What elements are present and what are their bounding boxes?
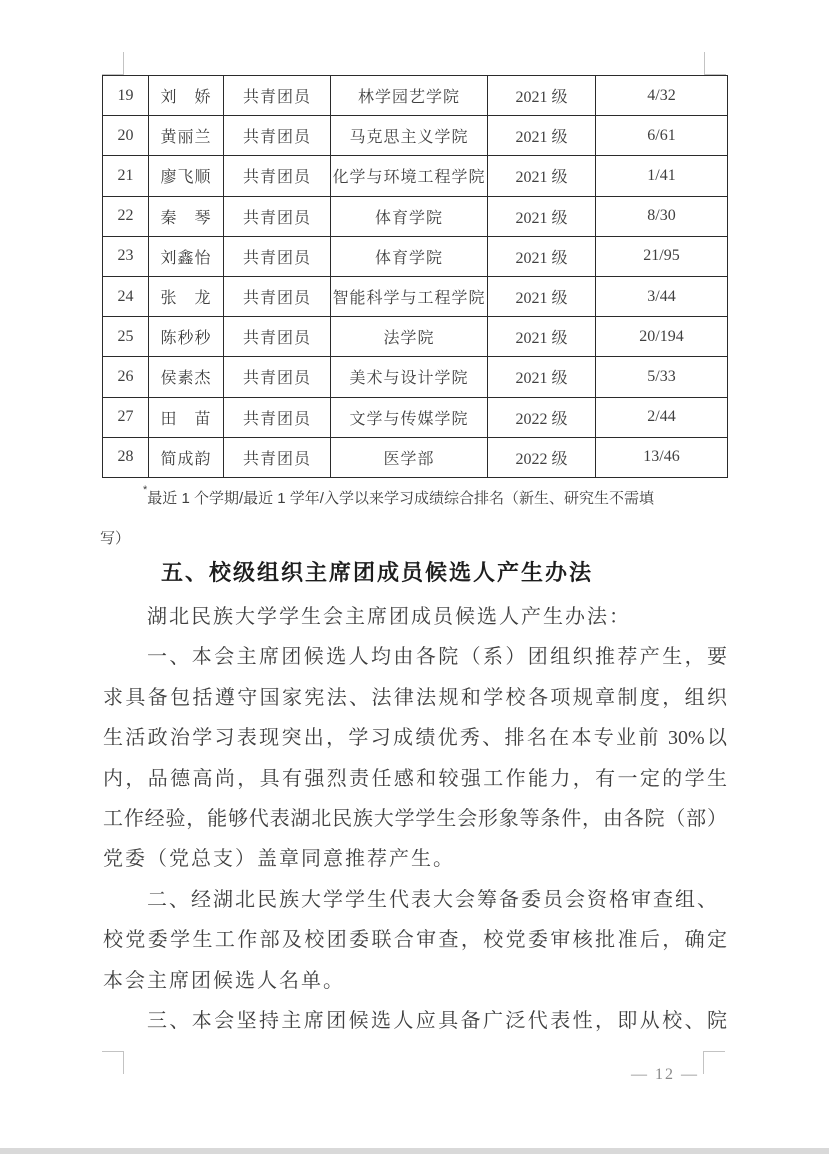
cell-membership: 共青团员 <box>224 357 331 397</box>
cell-college: 马克思主义学院 <box>331 116 488 156</box>
cell-college: 美术与设计学院 <box>331 357 488 397</box>
cell-membership: 共青团员 <box>224 437 331 477</box>
cell-membership: 共青团员 <box>224 317 331 357</box>
cell-name: 陈秒秒 <box>149 317 224 357</box>
cell-row-number: 22 <box>103 196 149 236</box>
cell-name: 田 苗 <box>149 397 224 437</box>
cell-membership: 共青团员 <box>224 397 331 437</box>
cell-rank: 21/95 <box>596 236 728 276</box>
cell-name: 黄丽兰 <box>149 116 224 156</box>
cell-college: 法学院 <box>331 317 488 357</box>
cell-name: 侯素杰 <box>149 357 224 397</box>
cell-row-number: 26 <box>103 357 149 397</box>
body-text <box>103 603 727 1047</box>
body-line: 工作经验，能够代表湖北民族大学学生会形象等条件，由各院（部） <box>103 807 727 830</box>
candidate-ranking-table <box>102 75 728 478</box>
cell-name: 刘鑫怡 <box>149 236 224 276</box>
crop-mark-top-right-icon <box>704 52 726 75</box>
cell-rank: 20/194 <box>596 317 728 357</box>
table-row <box>103 76 728 116</box>
cell-row-number: 20 <box>103 116 149 156</box>
cell-row-number: 23 <box>103 236 149 276</box>
cell-college: 化学与环境工程学院 <box>331 156 488 196</box>
cell-name: 秦 琴 <box>149 196 224 236</box>
cell-college: 体育学院 <box>331 236 488 276</box>
cell-rank: 13/46 <box>596 437 728 477</box>
cell-membership: 共青团员 <box>224 116 331 156</box>
cell-row-number: 25 <box>103 317 149 357</box>
cell-grade: 2022 级 <box>488 437 596 477</box>
cell-rank: 2/44 <box>596 397 728 437</box>
table-row <box>103 397 728 437</box>
body-line: 本会主席团候选人名单。 <box>103 969 345 992</box>
cell-grade: 2021 级 <box>488 357 596 397</box>
body-line: 湖北民族大学学生会主席团成员候选人产生办法： <box>147 606 631 628</box>
cell-grade: 2021 级 <box>488 276 596 316</box>
cell-rank: 8/30 <box>596 196 728 236</box>
cell-membership: 共青团员 <box>224 156 331 196</box>
body-line: 一、本会主席团候选人均由各院（系）团组织推荐产生，要 <box>147 646 727 669</box>
cell-college: 文学与传媒学院 <box>331 397 488 437</box>
cell-row-number: 28 <box>103 437 149 477</box>
cell-row-number: 19 <box>103 76 149 116</box>
footnote-line-1 <box>143 484 654 508</box>
cell-rank: 5/33 <box>596 357 728 397</box>
cell-membership: 共青团员 <box>224 276 331 316</box>
cell-name: 简成韵 <box>149 437 224 477</box>
cell-rank: 1/41 <box>596 156 728 196</box>
cell-name: 刘 娇 <box>149 76 224 116</box>
cell-row-number: 27 <box>103 397 149 437</box>
cell-grade: 2021 级 <box>488 76 596 116</box>
table-row <box>103 236 728 276</box>
section-heading: 五、校级组织主席团成员候选人产生办法 <box>161 560 594 585</box>
table-row <box>103 357 728 397</box>
cell-college: 体育学院 <box>331 196 488 236</box>
table-row <box>103 317 728 357</box>
cell-rank: 6/61 <box>596 116 728 156</box>
cell-rank: 4/32 <box>596 76 728 116</box>
cell-college: 智能科学与工程学院 <box>331 276 488 316</box>
cell-name: 张 龙 <box>149 276 224 316</box>
body-line: 生活政治学习表现突出，学习成绩优秀、排名在本专业前 30%以 <box>103 727 727 750</box>
cell-grade: 2021 级 <box>488 116 596 156</box>
page-number: — 12 — <box>631 1066 699 1083</box>
cell-membership: 共青团员 <box>224 236 331 276</box>
table-row <box>103 437 728 477</box>
table-row <box>103 196 728 236</box>
footnote-text-1: 最近 1 个学期/最近 1 学年/入学以来学习成绩综合排名（新生、研究生不需填 <box>147 490 654 507</box>
cell-college: 林学园艺学院 <box>331 76 488 116</box>
cell-grade: 2021 级 <box>488 196 596 236</box>
table-row <box>103 276 728 316</box>
body-line: 党委（党总支）盖章同意推荐产生。 <box>103 848 455 871</box>
cell-name: 廖飞顺 <box>149 156 224 196</box>
cell-grade: 2021 级 <box>488 156 596 196</box>
footnote-line-2: 写） <box>100 530 131 547</box>
body-line: 三、本会坚持主席团候选人应具备广泛代表性，即从校、院 <box>147 1009 727 1032</box>
body-line: 求具备包括遵守国家宪法、法律法规和学校各项规章制度，组织 <box>103 686 727 709</box>
body-line: 二、经湖北民族大学学生代表大会筹备委员会资格审查组、 <box>147 888 719 911</box>
cell-membership: 共青团员 <box>224 196 331 236</box>
table-row <box>103 116 728 156</box>
body-line: 校党委学生工作部及校团委联合审查，校党委审核批准后，确定 <box>103 929 727 952</box>
body-line: 内，品德高尚，具有强烈责任感和较强工作能力，有一定的学生 <box>103 767 727 790</box>
cell-row-number: 24 <box>103 276 149 316</box>
footnote-asterisk: * <box>143 484 148 496</box>
page-bottom-edge <box>0 1148 829 1154</box>
cell-rank: 3/44 <box>596 276 728 316</box>
cell-membership: 共青团员 <box>224 76 331 116</box>
cell-college: 医学部 <box>331 437 488 477</box>
cell-row-number: 21 <box>103 156 149 196</box>
table-row <box>103 156 728 196</box>
cell-grade: 2021 级 <box>488 236 596 276</box>
cell-grade: 2022 级 <box>488 397 596 437</box>
crop-mark-top-left-icon <box>102 52 124 75</box>
crop-mark-bottom-left-icon <box>102 1051 124 1074</box>
cell-grade: 2021 级 <box>488 317 596 357</box>
